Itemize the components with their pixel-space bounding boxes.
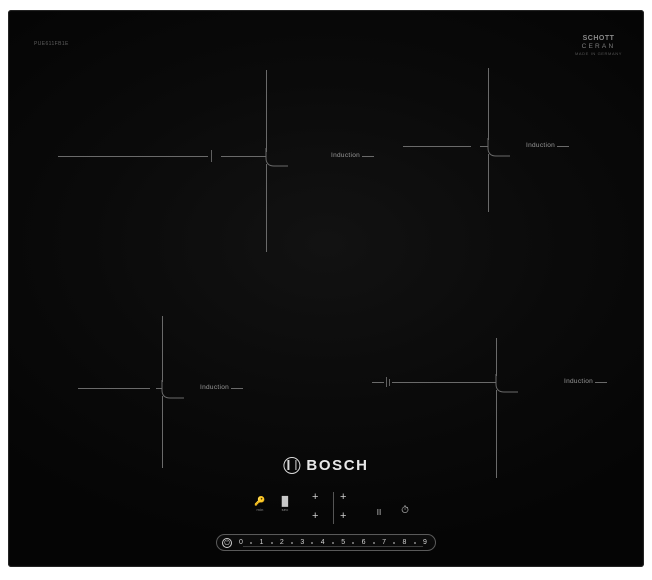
slider-dot (393, 542, 395, 544)
slider-value-6[interactable]: 6 (361, 538, 366, 546)
zone-selector-rear-left[interactable]: + (312, 491, 319, 503)
slider-value-5[interactable]: 5 (341, 538, 346, 546)
slider-value-4[interactable]: 4 (320, 538, 325, 546)
power-boost-icon[interactable]: █ (281, 496, 289, 506)
bosch-symbol-icon (283, 457, 300, 474)
slider-scale[interactable] (237, 535, 429, 550)
zone-selector-rear-right[interactable]: + (340, 491, 347, 503)
child-lock-caption: min (256, 507, 264, 512)
zone-selector-front-left[interactable]: + (312, 510, 319, 522)
schott-ceran-logo (575, 35, 622, 57)
slider-value-2[interactable]: 2 (279, 538, 284, 546)
cooking-zone-rear-left[interactable] (53, 60, 361, 260)
schott-origin-label: MADE IN GERMANY (574, 51, 622, 56)
zone-corner-marker (480, 138, 520, 178)
slider-dot (332, 542, 334, 544)
slider-value-9[interactable]: 9 (422, 538, 427, 546)
ceran-line-label: CERAN (581, 43, 616, 50)
power-boost-caption: sec (281, 507, 289, 512)
power-button[interactable]: ⏻ (222, 538, 232, 548)
zone-corner-marker (154, 380, 194, 420)
zone-corner-marker (258, 148, 298, 188)
slider-value-1[interactable]: 1 (259, 538, 264, 546)
slider-dot (352, 542, 354, 544)
slider-dot (250, 542, 252, 544)
control-panel[interactable] (216, 492, 436, 554)
zone-label-front-left: Induction (200, 384, 230, 391)
bosch-wordmark: BOSCH (306, 457, 369, 474)
model-code-label: PUE611FB1E (34, 41, 69, 47)
power-level-slider[interactable] (216, 534, 436, 551)
slider-value-0[interactable]: 0 (239, 538, 243, 546)
zone-label-rear-left: Induction (331, 152, 361, 159)
slider-dot (291, 542, 293, 544)
child-lock-icon[interactable]: 🔑 (254, 496, 266, 506)
cooking-zone-front-right[interactable] (366, 330, 616, 500)
zone-corner-marker (488, 374, 528, 414)
slider-value-8[interactable]: 8 (402, 538, 407, 546)
slider-dot (414, 542, 416, 544)
slider-dot (271, 542, 273, 544)
control-divider (333, 492, 334, 524)
cooking-zone-rear-right[interactable] (398, 60, 598, 240)
slider-value-7[interactable]: 7 (382, 538, 386, 546)
zone-label-rear-right: Induction (526, 142, 556, 149)
zone-label-front-right: Induction (564, 378, 594, 385)
glass-ceramic-surface (8, 10, 644, 567)
slider-value-3[interactable]: 3 (300, 538, 305, 546)
slider-dot (311, 542, 313, 544)
cooking-zone-front-left[interactable] (70, 310, 280, 480)
timer-button[interactable]: ⏱ (401, 505, 409, 516)
schott-brand-label: SCHOTT (582, 35, 615, 42)
pause-button[interactable]: II (376, 508, 382, 517)
slider-track[interactable] (243, 546, 423, 547)
slider-dot (373, 542, 375, 544)
bosch-logo (283, 457, 368, 474)
zone-selector-front-right[interactable]: + (340, 510, 347, 522)
